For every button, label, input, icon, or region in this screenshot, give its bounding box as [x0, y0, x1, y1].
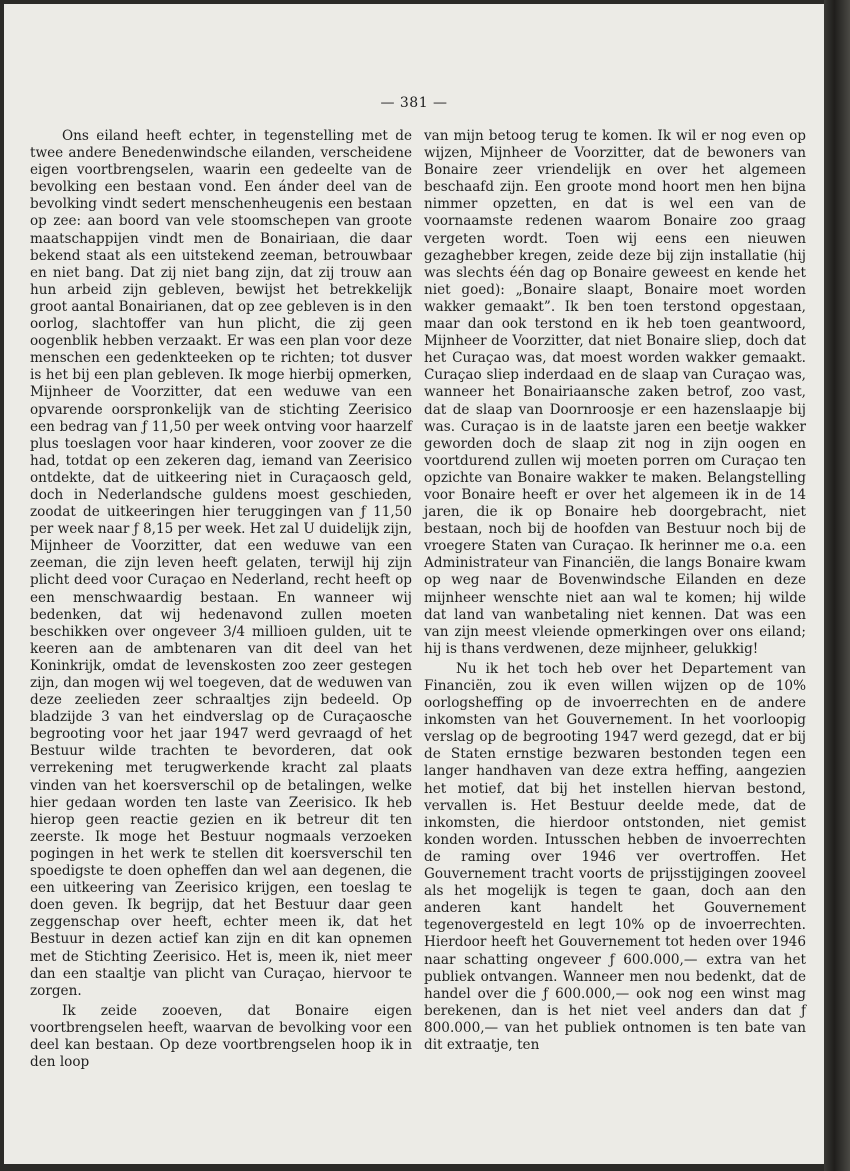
- paragraph: Nu ik het toch heb over het Departement van Financiën, zou ik even willen wijzen op de 10% oorlogsheffing op de invoerrechten en de andere inkomsten van het Gouvernement. In het voorloopig verslag op de begrooting 1947 werd gezegd, dat er bij de Staten ernstige bezwaren bestonden tegen een langer handhaven van deze extra heffing, aangezien het motief, dat bij het instellen hiervan bestond, vervallen is. Het Bestuur deelde mede, dat de inkomsten, die hierdoor ontstonden, niet gemist konden worden. Intusschen hebben de invoerrechten de raming over 1946 ver overtroffen. Het Gouvernement tracht voorts de prijsstijgingen zooveel als het mogelijk is tegen te gaan, doch aan den anderen kant handelt het Gouvernement tegenovergesteld en legt 10% op de invoerrechten. Hierdoor heeft het Gouvernement tot heden over 1946 naar schatting ongeveer ƒ 600.000,— extra van het publiek ontvangen. Wanneer men nou bedenkt, dat de handel over die ƒ 600.000,— ook nog een winst mag berekenen, dan is het niet veel anders dan dat ƒ 800.000,— van het publiek ontnomen is ten bate van dit extraatje, ten: [424, 660, 806, 1053]
- paragraph: van mijn betoog terug te komen. Ik wil er nog even op wijzen, Mijnheer de Voorzitter, dat de bewoners van Bonaire zeer vriendelijk en over het algemeen beschaafd zijn. Een groote mond hoort men hen bijna nimmer opzetten, en dat is wel een van de voornaamste redenen waarom Bonaire zoo graag vergeten wordt. Toen wij eens een nieuwen gezaghebber kregen, zeide deze bij zijn installatie (hij was slechts één dag op Bonaire geweest en kende het niet goed): „Bonaire slaapt, Bonaire moet worden wakker gemaakt”. Ik ben toen terstond opgestaan, maar dan ook terstond en ik heb toen geantwoord, Mijnheer de Voorzitter, dat niet Bonaire sliep, doch dat het Curaçao was, dat moest worden wakker gemaakt. Curaçao sliep inderdaad en de slaap van Curaçao was, wanneer het Bonairiaansche zaken betrof, zoo vast, dat de slaap van Doornroosje er een hazenslaapje bij was. Curaçao is in de laatste jaren een beetje wakker geworden doch de slaap zit nog in zijn oogen en voortdurend zullen wij moeten porren om Curaçao ten opzichte van Bonaire wakker te maken. Belangstelling voor Bonaire heeft er over het algemeen ik in de 14 jaren, die ik op Bonaire heb doorgebracht, niet bestaan, noch bij de hoofden van Bestuur noch bij de vroegere Staten van Curaçao. Ik herinner me o.a. een Administrateur van Financiën, die langs Bonaire kwam op weg naar de Bovenwindsche Eilanden en deze mijnheer wenschte niet aan wal te komen; hij wilde dat land van wanbetaling niet kennen. Dat was een van zijn meest vleiende opmerkingen over ons eiland; hij is thans verdwenen, deze mijnheer, gelukkig!: [424, 128, 806, 657]
- page-number: — 381 —: [380, 95, 448, 111]
- right-column: [424, 128, 806, 1054]
- left-column: [30, 128, 412, 1071]
- paragraph: Ons eiland heeft echter, in tegenstelling met de twee andere Benedenwindsche eilanden, verscheidene eigen voortbrengselen, waarin een gedeelte van de bevolking een bestaan vond. Een ánder deel van de bevolking vindt sedert menschenheugenis een bestaan op zee: aan boord van vele stoomschepen van groote maatschappijen vindt men de Bonairiaan, die daar bekend staat als een uitstekend zeeman, betrouwbaar en niet bang. Dat zij niet bang zijn, dat zij trouw aan hun arbeid zijn gebleven, bewijst het betrekkelijk groot aantal Bonairianen, dat op zee gebleven is in den oorlog, slachtoffer van hun plicht, die zij geen oogenblik hebben verzaakt. Er was een plan voor deze menschen een gedenkteeken op te richten; tot dusver is het bij een plan gebleven. Ik moge hierbij opmerken, Mijnheer de Voorzitter, dat een weduwe van een opvarende oorspronkelijk van de stichting Zeerisico een bedrag van ƒ 11,50 per week ontving voor haarzelf plus toeslagen voor haar kinderen, voor zoover ze die had, totdat op een zekeren dag, iemand van Zeerisico ontdekte, dat de uitkeering niet in Curaçaosch geld, doch in Nederlandsche guldens moest geschieden, zoodat de uitkeeringen hier teruggingen van ƒ 11,50 per week naar ƒ 8,15 per week. Het zal U duidelijk zijn, Mijnheer de Voorzitter, dat een weduwe van een zeeman, die zijn leven heeft gelaten, terwijl hij zijn plicht deed voor Curaçao en Nederland, recht heeft op een menschwaardig bestaan. En wanneer wij bedenken, dat wij hedenavond zullen moeten beschikken over ongeveer 3/4 millioen gulden, uit te keeren aan de ambtenaren van dit deel van het Koninkrijk, omdat de levenskosten zoo zeer gestegen zijn, dan mogen wij wel toegeven, dat de weduwen van deze zeelieden zeer schraaltjes zijn bedeeld. Op bladzijde 3 van het eindverslag op de Curaçaosche begrooting voor het jaar 1947 werd gevraagd of het Bestuur wilde trachten te bevorderen, dat ook verrekening met terugwerkende kracht zal plaats vinden van het koersverschil op de betalingen, welke hier gedaan worden ten laste van Zeerisico. Ik heb hierop geen reactie gezien en ik betreur dit ten zeerste. Ik moge het Bestuur nogmaals verzoeken pogingen in het werk te stellen dit koersverschil ten spoedigste te doen opheffen dan wel aan degenen, die een uitkeering van Zeerisico krijgen, een toeslag te doen geven. Ik begrijp, dat het Bestuur daar geen zeggenschap over heeft, echter meen ik, dat het Bestuur in dezen actief kan zijn en dit kan opnemen met de Stichting Zeerisico. Het is, meen ik, niet meer dan een staaltje van plicht van Curaçao, hiervoor te zorgen.: [30, 128, 412, 999]
- scan-edge: [824, 0, 850, 1171]
- paragraph: Ik zeide zooeven, dat Bonaire eigen voortbrengselen heeft, waarvan de bevolking voor een deel kan bestaan. Op deze voortbrengselen hoop ik in den loop: [30, 1002, 412, 1071]
- document-page: [4, 4, 824, 1164]
